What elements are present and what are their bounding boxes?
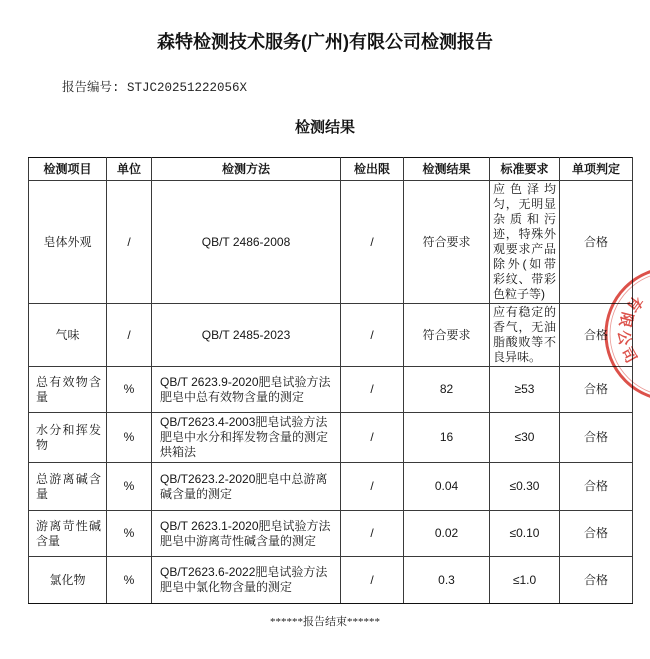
header-row xyxy=(29,158,633,181)
cell-judgement: 合格 xyxy=(560,367,633,413)
header-unit: 单位 xyxy=(107,158,152,181)
cell-test-method: QB/T 2623.9-2020肥皂试验方法肥皂中总有效物含量的测定 xyxy=(152,367,341,413)
header-test-method: 检测方法 xyxy=(152,158,341,181)
cell-requirement: 应色泽均匀，无明显杂质和污迹，特殊外观要求产品除外(如带彩纹、带彩色粒子等) xyxy=(490,181,560,304)
table-row xyxy=(29,304,633,367)
cell-test-item: 皂体外观 xyxy=(29,181,107,304)
report-number-label: 报告编号: xyxy=(62,81,120,95)
cell-unit: % xyxy=(107,413,152,463)
cell-judgement: 合格 xyxy=(560,463,633,511)
report-number-value: STJC20251222056X xyxy=(127,81,248,95)
table-row xyxy=(29,463,633,511)
report-title: 森特检测技术服务(广州)有限公司检测报告 xyxy=(157,32,493,52)
cell-detection-limit: / xyxy=(341,463,404,511)
cell-test-item: 气味 xyxy=(29,304,107,367)
cell-test-method: QB/T 2623.1-2020肥皂试验方法肥皂中游离苛性碱含量的测定 xyxy=(152,511,341,557)
cell-judgement: 合格 xyxy=(560,511,633,557)
cell-test-method: QB/T 2485-2023 xyxy=(152,304,341,367)
cell-detection-limit: / xyxy=(341,367,404,413)
header-detection-limit: 检出限 xyxy=(341,158,404,181)
cell-test-result: 符合要求 xyxy=(404,181,490,304)
cell-unit: / xyxy=(107,181,152,304)
cell-unit: % xyxy=(107,557,152,604)
cell-unit: / xyxy=(107,304,152,367)
header-requirement: 标准要求 xyxy=(490,158,560,181)
results-table xyxy=(28,157,633,604)
cell-test-result: 0.02 xyxy=(404,511,490,557)
cell-detection-limit: / xyxy=(341,413,404,463)
cell-unit: % xyxy=(107,367,152,413)
cell-detection-limit: / xyxy=(341,304,404,367)
header-test-item: 检测项目 xyxy=(29,158,107,181)
cell-detection-limit: / xyxy=(341,557,404,604)
cell-test-result: 0.3 xyxy=(404,557,490,604)
table-row xyxy=(29,367,633,413)
cell-test-item: 氯化物 xyxy=(29,557,107,604)
cell-detection-limit: / xyxy=(341,181,404,304)
cell-requirement: ≤1.0 xyxy=(490,557,560,604)
cell-requirement: ≤30 xyxy=(490,413,560,463)
table-body xyxy=(29,181,633,604)
cell-test-item: 总游离碱含量 xyxy=(29,463,107,511)
table-row xyxy=(29,181,633,304)
cell-test-result: 16 xyxy=(404,413,490,463)
cell-test-method: QB/T2623.2-2020肥皂中总游离碱含量的测定 xyxy=(152,463,341,511)
cell-test-result: 0.04 xyxy=(404,463,490,511)
cell-requirement: 应有稳定的香气，无油脂酸败等不良异味。 xyxy=(490,304,560,367)
header-judgement: 单项判定 xyxy=(560,158,633,181)
cell-test-item: 水分和挥发物 xyxy=(29,413,107,463)
cell-judgement: 合格 xyxy=(560,413,633,463)
cell-requirement: ≤0.10 xyxy=(490,511,560,557)
cell-unit: % xyxy=(107,511,152,557)
seal-lettering xyxy=(614,292,646,370)
company-seal xyxy=(598,262,650,408)
cell-test-method: QB/T 2486-2008 xyxy=(152,181,341,304)
cell-detection-limit: / xyxy=(341,511,404,557)
cell-judgement: 合格 xyxy=(560,181,633,304)
cell-requirement: ≥53 xyxy=(490,367,560,413)
section-title: 检测结果 xyxy=(294,119,355,136)
cell-test-item: 总有效物含量 xyxy=(29,367,107,413)
header-test-result: 检测结果 xyxy=(404,158,490,181)
cell-test-method: QB/T2623.4-2003肥皂试验方法肥皂中水分和挥发物含量的测定烘箱法 xyxy=(152,413,341,463)
cell-unit: % xyxy=(107,463,152,511)
cell-test-item: 游离苛性碱含量 xyxy=(29,511,107,557)
table-header xyxy=(29,158,633,181)
seal-text: 有限公司 xyxy=(614,292,647,371)
report-number-line xyxy=(62,80,247,96)
cell-test-method: QB/T2623.6-2022肥皂试验方法肥皂中氯化物含量的测定 xyxy=(152,557,341,604)
table-row xyxy=(29,557,633,604)
table-row xyxy=(29,413,633,463)
report-end-mark: ******报告结束****** xyxy=(270,616,380,628)
cell-requirement: ≤0.30 xyxy=(490,463,560,511)
table-row xyxy=(29,511,633,557)
cell-judgement: 合格 xyxy=(560,557,633,604)
cell-test-result: 符合要求 xyxy=(404,304,490,367)
cell-test-result: 82 xyxy=(404,367,490,413)
cell-judgement: 合格 xyxy=(560,304,633,367)
